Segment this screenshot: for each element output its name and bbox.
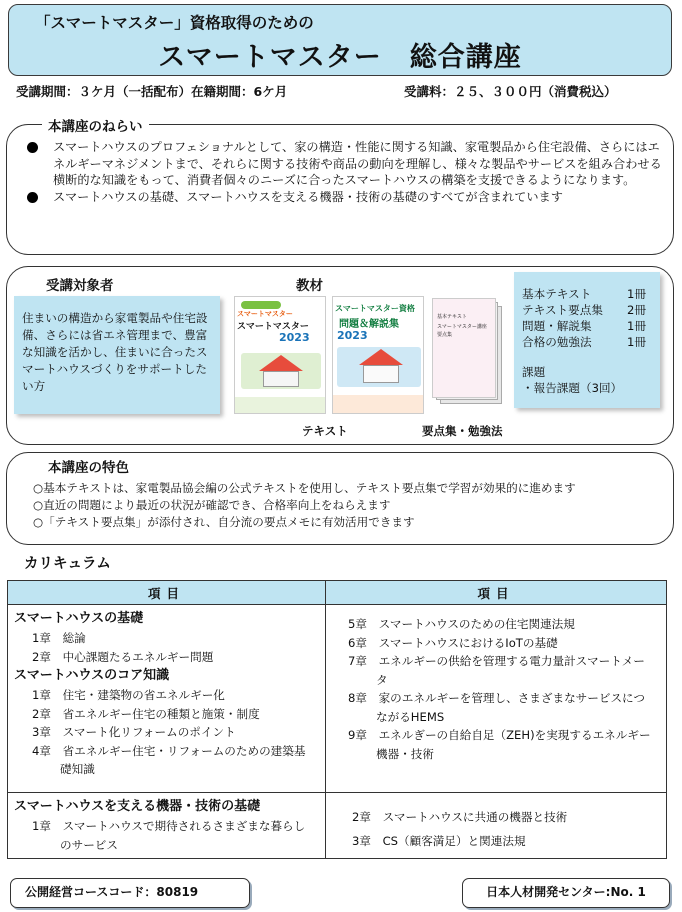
section-title: スマートハウスの基礎 [14,611,144,626]
chapter-item: 1章 総論 [32,631,86,645]
target-heading: 受講対象者 [46,278,114,294]
section-title: スマートハウスのコア知識 [14,668,170,683]
summary-book-cover-image: 基本テキスト スマートマスター講座 要点集 [432,298,496,398]
chapter-item: 4章 省エネルギー住宅・リフォームのための建築基礎知識 [32,743,306,776]
header-subtitle: 「スマートマスター」資格取得のための [35,14,314,32]
target-description: 住まいの構造から家電製品や住宅設備、さらには省エネ管理まで、豊富な知識を活かし、住まいに合ったスマートハウスづくりをサポートしたい方 [14,296,220,414]
curriculum-table [7,580,667,859]
chapter-item: 1章 スマートハウスで期待されるさまざまな暮らしのサービス [32,819,306,852]
chapter-item: 1章 住宅・建築物の省エネルギー化 [32,688,225,702]
summary-caption: 要点集・勉強法 [422,424,503,438]
chapter-item: 5章 スマートハウスのための住宅関連法規 [348,617,575,631]
feature-line: ○基本テキストは、家電製品協会編の公式テキストを使用し、テキスト要点集で学習が効果的に進めます [33,481,576,495]
material-item: 基本テキスト 1冊 [522,287,646,301]
textbook-cover-image: スマートマスター スマートマスター 2023 [234,296,326,414]
materials-list [514,272,660,408]
chapter-item: 8章 家のエネルギーを管理し、さまざまなサービスにつながるHEMS [348,691,645,724]
assignment-heading: 課題 [522,365,546,379]
chapter-item: 3章 CS（顧客満足）と関連法規 [352,834,526,848]
chapter-item: 3章 スマート化リフォームのポイント [32,725,236,739]
chapter-item: 7章 エネルギーの供給を管理する電力量計スマートメータ [348,654,645,687]
features-heading: 本講座の特色 [48,460,129,476]
curriculum-cell [326,793,667,859]
aim-bullet: スマートハウスの基礎、スマートハウスを支える機器・技術の基礎のすべてが含まれています [25,189,663,206]
curriculum-col-header: 項目 [8,581,326,605]
materials-heading: 教材 [296,278,323,294]
course-period: 受講期間：３ケ月（一括配布）在籍期間：6ケ月 [16,84,288,99]
feature-line: ○直近の問題により最近の状況が確認でき、合格率向上をねらえます [33,498,391,512]
text-caption: テキスト [302,424,348,438]
section-title: スマートハウスを支える機器・技術の基礎 [14,799,261,814]
chapter-item: 6章 スマートハウスにおけるIoTの基礎 [348,635,558,650]
chapter-item: 2章 中心課題たるエネルギー問題 [32,649,214,664]
chapter-item: 2章 スマートハウスに共通の機器と技術 [352,810,568,824]
aim-heading: 本講座のねらい [42,115,149,135]
course-code-badge: 公開経営コースコード：80819 [10,878,250,908]
curriculum-cell [8,605,326,793]
curriculum-col-header: 項目 [326,581,667,605]
aim-bullet: スマートハウスのプロフェショナルとして、家の構造・性能に関する知識、家電製品から住宅設備、さらにはエネルギーマネジメントまで、それらに関する技術や商品の動向を理解し、様々な製品やサービスを組み合わせる横断的な知識をもって、消費者個々のニーズに合ったスマートハウスの構築を支援できるようになります。 [25,139,663,189]
feature-line: ○「テキスト要点集」が添付され、自分流の要点メモに有効活用できます [33,515,415,529]
assignment-item: ・報告課題（3回） [522,381,623,395]
curriculum-cell [8,793,326,859]
question-book-cover-image: スマートマスター資格 問題＆解説集 2023 [332,296,424,414]
aim-section [6,124,674,255]
center-badge: 日本人材開発センター:No. 1 [462,878,670,908]
material-item: 問題・解説集 1冊 [522,319,646,333]
header-title: スマートマスター 総合講座 [158,42,522,73]
material-item: 合格の勉強法 1冊 [522,335,646,349]
curriculum-title: カリキュラム [24,556,111,572]
bullet-icon [27,142,38,153]
material-item: テキスト要点集 2冊 [522,303,646,317]
curriculum-cell [326,605,667,793]
course-fee: 受講料：２５、３００円（消費税込） [404,84,617,99]
chapter-item: 2章 省エネルギー住宅の種類と施策・制度 [32,706,260,721]
chapter-item: 9章 エネルぎーの自給自足（ZEH)を実現するエネルギー機器・技術 [348,728,651,761]
header-banner [8,4,672,76]
bullet-icon [27,192,38,203]
